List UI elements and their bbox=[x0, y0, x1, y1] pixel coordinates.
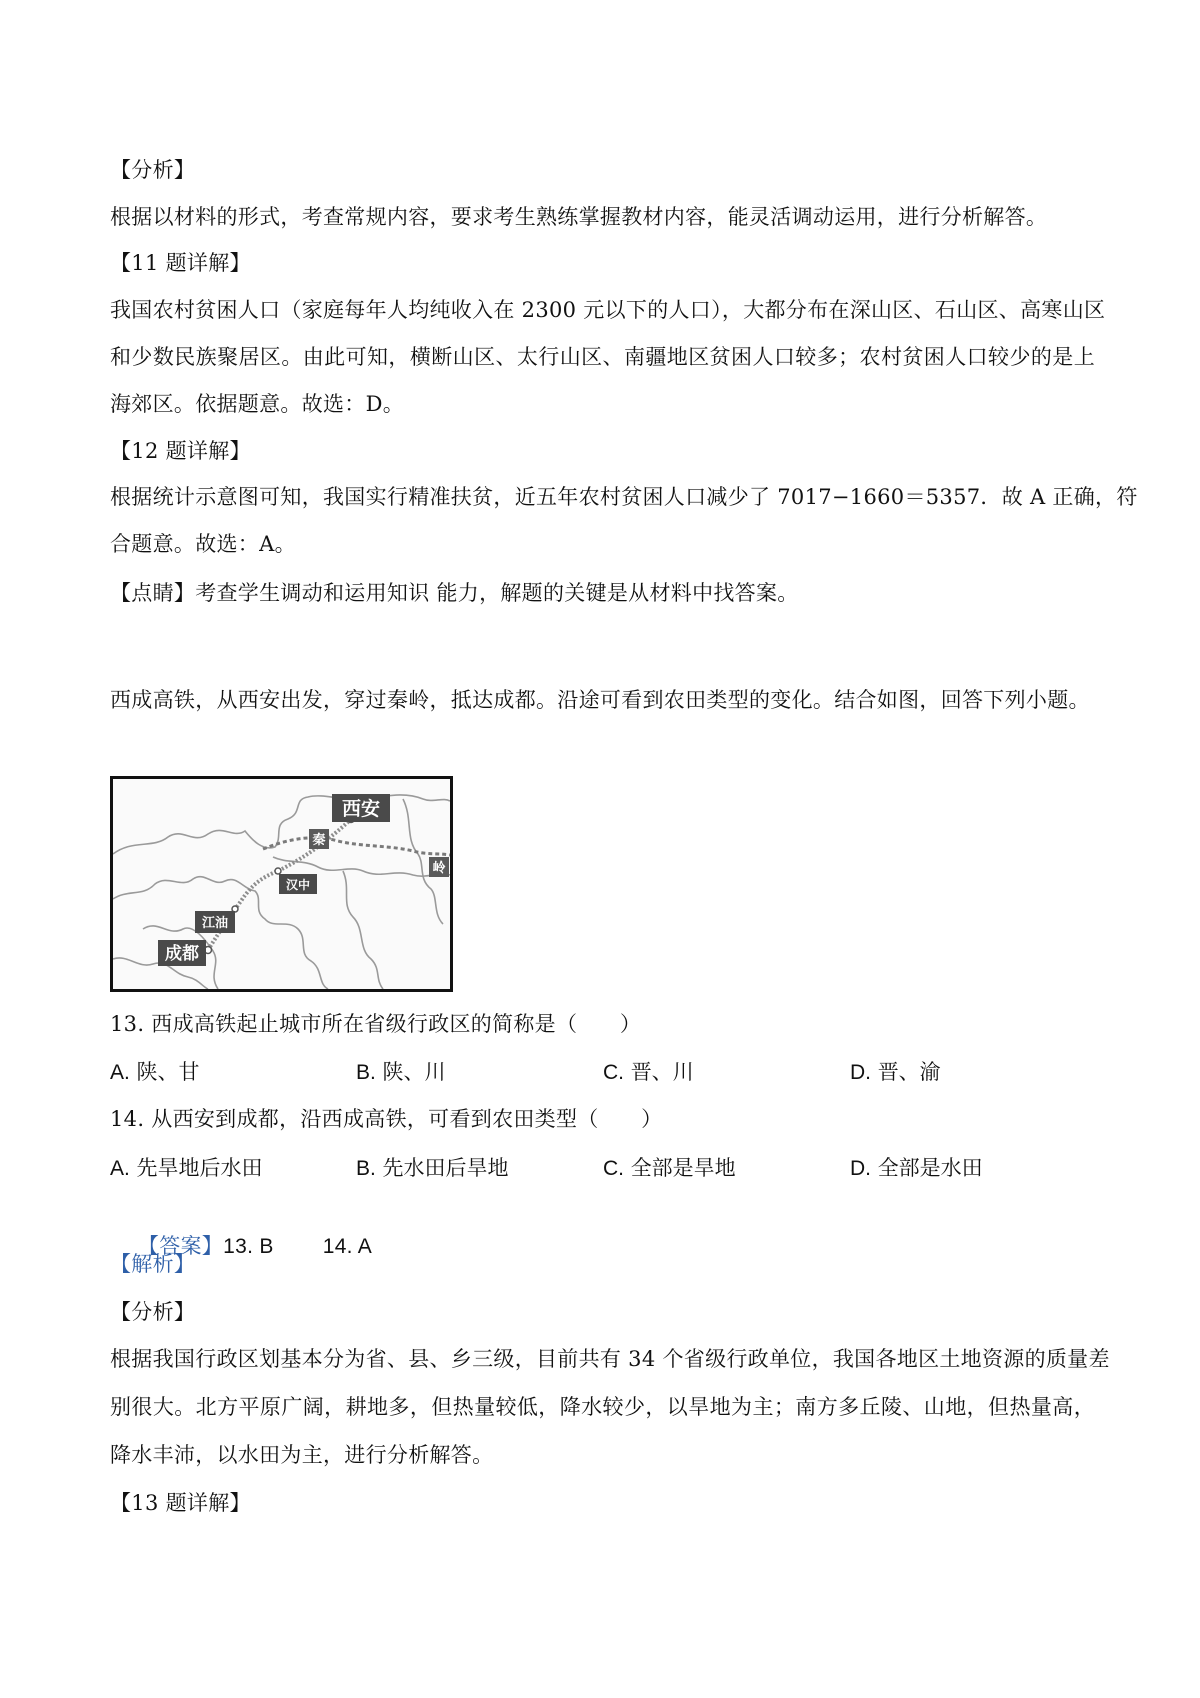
boundary-line bbox=[343, 871, 383, 989]
q13-stem: 13. 西成高铁起止城市所在省级行政区的简称是（ ） bbox=[110, 1012, 642, 1036]
q13-option-c bbox=[603, 1057, 694, 1088]
q12-line-1: 根据统计示意图可知，我国实行精准扶贫，近五年农村贫困人口减少了 7017−1660＝5357．故 A 正确，符 bbox=[110, 485, 1138, 509]
map-svg bbox=[113, 779, 450, 989]
analysis-heading-2: 【分析】 bbox=[110, 1300, 196, 1324]
option-letter: C. bbox=[603, 1061, 624, 1084]
xian-label: 西安 bbox=[341, 798, 381, 820]
q11-line-2: 和少数民族聚居区。由此可知，横断山区、太行山区、南疆地区贫困人口较多；农村贫困人口较少的是上 bbox=[110, 345, 1095, 369]
q14-option-d bbox=[850, 1153, 983, 1184]
q14-option-a bbox=[110, 1153, 263, 1184]
q13-option-b bbox=[356, 1057, 446, 1088]
qin-label: 秦 bbox=[312, 833, 326, 848]
jiangyou-label: 江油 bbox=[201, 916, 229, 931]
q12-line-2: 合题意。故选：A。 bbox=[110, 532, 296, 556]
analysis2-line-1: 根据我国行政区划基本分为省、县、乡三级，目前共有 34 个省级行政单位，我国各地区土地资源的质量差 bbox=[110, 1347, 1110, 1371]
boundary-line bbox=[113, 795, 450, 854]
option-letter: D. bbox=[850, 1061, 871, 1084]
q13-heading: 【13 题详解】 bbox=[110, 1491, 251, 1515]
answer-value: 13. B 14. A bbox=[223, 1235, 373, 1258]
boundary-line bbox=[273, 857, 450, 876]
option-text: 先旱地后水田 bbox=[136, 1156, 263, 1180]
q11-line-1: 我国农村贫困人口（家庭每年人均纯收入在 2300 元以下的人口），大都分布在深山区、石山区、高寒山区 bbox=[110, 298, 1106, 322]
ling-label: 岭 bbox=[432, 861, 446, 876]
jiexi-label: 【解析】 bbox=[110, 1252, 196, 1276]
qinling-band bbox=[263, 838, 450, 855]
option-text: 先水田后旱地 bbox=[382, 1156, 509, 1180]
option-letter: C. bbox=[603, 1157, 624, 1180]
analysis-text: 根据以材料的形式，考查常规内容，要求考生熟练掌握教材内容，能灵活调动运用，进行分析解答。 bbox=[110, 205, 1048, 229]
option-letter: B. bbox=[356, 1157, 376, 1180]
analysis2-line-2: 别很大。北方平原广阔，耕地多，但热量较低，降水较少，以旱地为主；南方多丘陵、山地，但热量高， bbox=[110, 1395, 1095, 1419]
option-letter: A. bbox=[110, 1061, 130, 1084]
q12-heading: 【12 题详解】 bbox=[110, 439, 251, 463]
analysis-heading: 【分析】 bbox=[110, 158, 196, 182]
hanzhong-label: 汉中 bbox=[285, 878, 311, 892]
option-letter: B. bbox=[356, 1061, 376, 1084]
option-text: 晋、川 bbox=[630, 1060, 694, 1084]
q11-heading: 【11 题详解】 bbox=[110, 251, 251, 275]
option-text: 全部是水田 bbox=[877, 1156, 983, 1180]
analysis2-line-3: 降水丰沛，以水田为主，进行分析解答。 bbox=[110, 1443, 494, 1467]
answer-label: 【答案】 bbox=[137, 1234, 224, 1258]
q13-option-a bbox=[110, 1057, 200, 1088]
hanzhong-station-dot bbox=[275, 868, 281, 874]
q14-stem: 14. 从西安到成都，沿西成高铁，可看到农田类型（ ） bbox=[110, 1107, 663, 1131]
option-text: 陕、甘 bbox=[136, 1060, 200, 1084]
q14-option-b bbox=[356, 1153, 509, 1184]
dianjing-note: 【点睛】考查学生调动和运用知识 能力，解题的关键是从材料中找答案。 bbox=[110, 581, 799, 605]
option-letter: D. bbox=[850, 1157, 871, 1180]
option-letter: A. bbox=[110, 1157, 130, 1180]
option-text: 陕、川 bbox=[382, 1060, 446, 1084]
option-text: 晋、渝 bbox=[877, 1060, 941, 1084]
xicheng-railway-map bbox=[110, 776, 453, 992]
intro-text: 西成高铁，从西安出发，穿过秦岭，抵达成都。沿途可看到农田类型的变化。结合如图，回答下列小题。 bbox=[110, 688, 1090, 712]
option-text: 全部是旱地 bbox=[630, 1156, 736, 1180]
q11-line-3: 海郊区。依据题意。故选：D。 bbox=[110, 392, 405, 416]
q14-option-c bbox=[603, 1153, 736, 1184]
q13-option-d bbox=[850, 1057, 941, 1088]
chengdu-label: 成都 bbox=[165, 944, 199, 964]
